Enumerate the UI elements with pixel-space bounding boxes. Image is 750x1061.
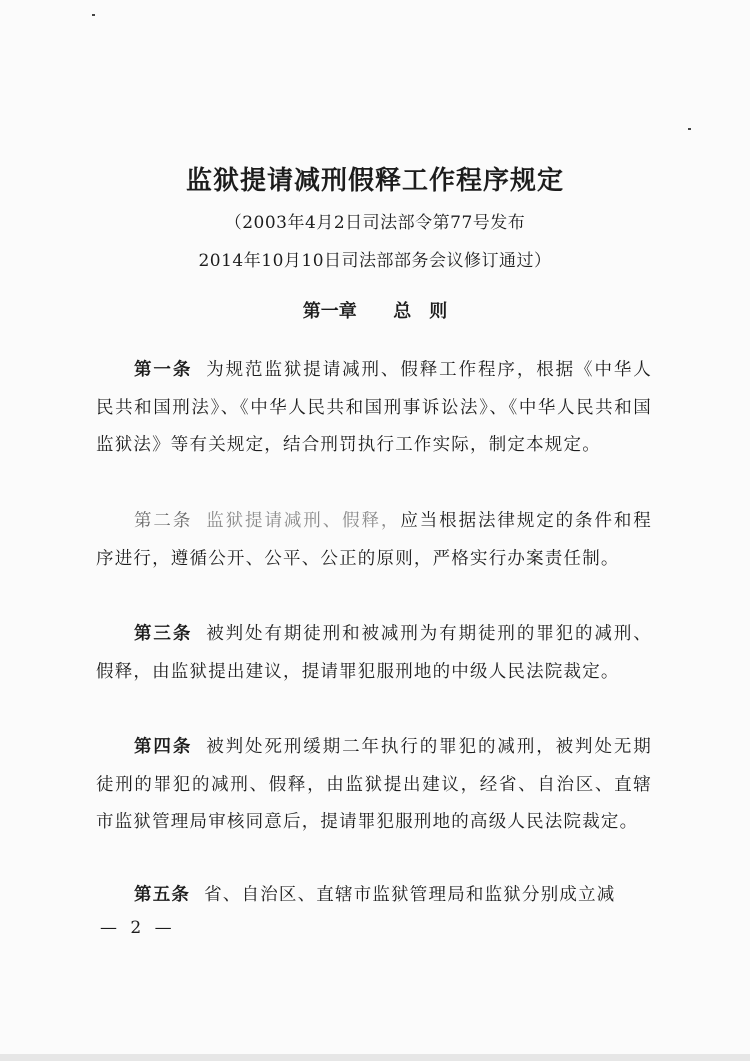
document-subtitle-line2: 2014年10月10日司法部部务会议修订通过） <box>198 251 552 271</box>
article-text: 被判处死刑缓期二年执行的罪犯的减刑，被判处无期徒刑的罪犯的减刑、假释，由监狱提出建议，经省、自治区、直辖市监狱管理局审核同意后，提请罪犯服刑地的高级人民法院裁定。 <box>96 737 652 832</box>
article-4 <box>96 729 652 842</box>
scan-bottom-edge <box>0 1054 750 1061</box>
article-text: 为规范监狱提请减刑、假释工作程序，根据《中华人民共和国刑法》、《中华人民共和国刑事诉讼法》、《中华人民共和国监狱法》等有关规定，结合刑罚执行工作实际，制定本规定。 <box>96 360 652 455</box>
article-2 <box>96 503 652 578</box>
scan-speck <box>688 128 691 130</box>
chapter-name: 总 则 <box>393 301 448 322</box>
article-text: 应当根据法律规定的条件和程序进行，遵循公开、公平、公正的原则，严格实行办案责任制。 <box>96 511 652 569</box>
document-subtitle-line1: （2003年4月2日司法部令第77号发布 <box>224 213 526 233</box>
article-label: 第五条 <box>134 885 191 905</box>
chapter-number: 第一章 <box>302 301 357 322</box>
article-label: 第二条 <box>134 511 193 531</box>
scan-speck <box>92 14 95 16</box>
article-label: 第三条 <box>134 624 193 644</box>
article-text-faint: 监狱提请减刑、假释， <box>206 511 401 531</box>
article-label: 第一条 <box>134 360 193 380</box>
article-text: 被判处有期徒刑和被减刑为有期徒刑的罪犯的减刑、假释，由监狱提出建议，提请罪犯服刑地的中级人民法院裁定。 <box>96 624 652 682</box>
article-text: 省、自治区、直辖市监狱管理局和监狱分别成立减 <box>204 885 616 905</box>
chapter-heading <box>0 297 750 323</box>
document-title: 监狱提请减刑假释工作程序规定 <box>185 166 564 196</box>
article-3 <box>96 616 652 691</box>
page-number: — 2 — <box>100 918 176 938</box>
article-1 <box>96 352 652 465</box>
article-5 <box>96 877 652 915</box>
article-label: 第四条 <box>134 737 193 757</box>
